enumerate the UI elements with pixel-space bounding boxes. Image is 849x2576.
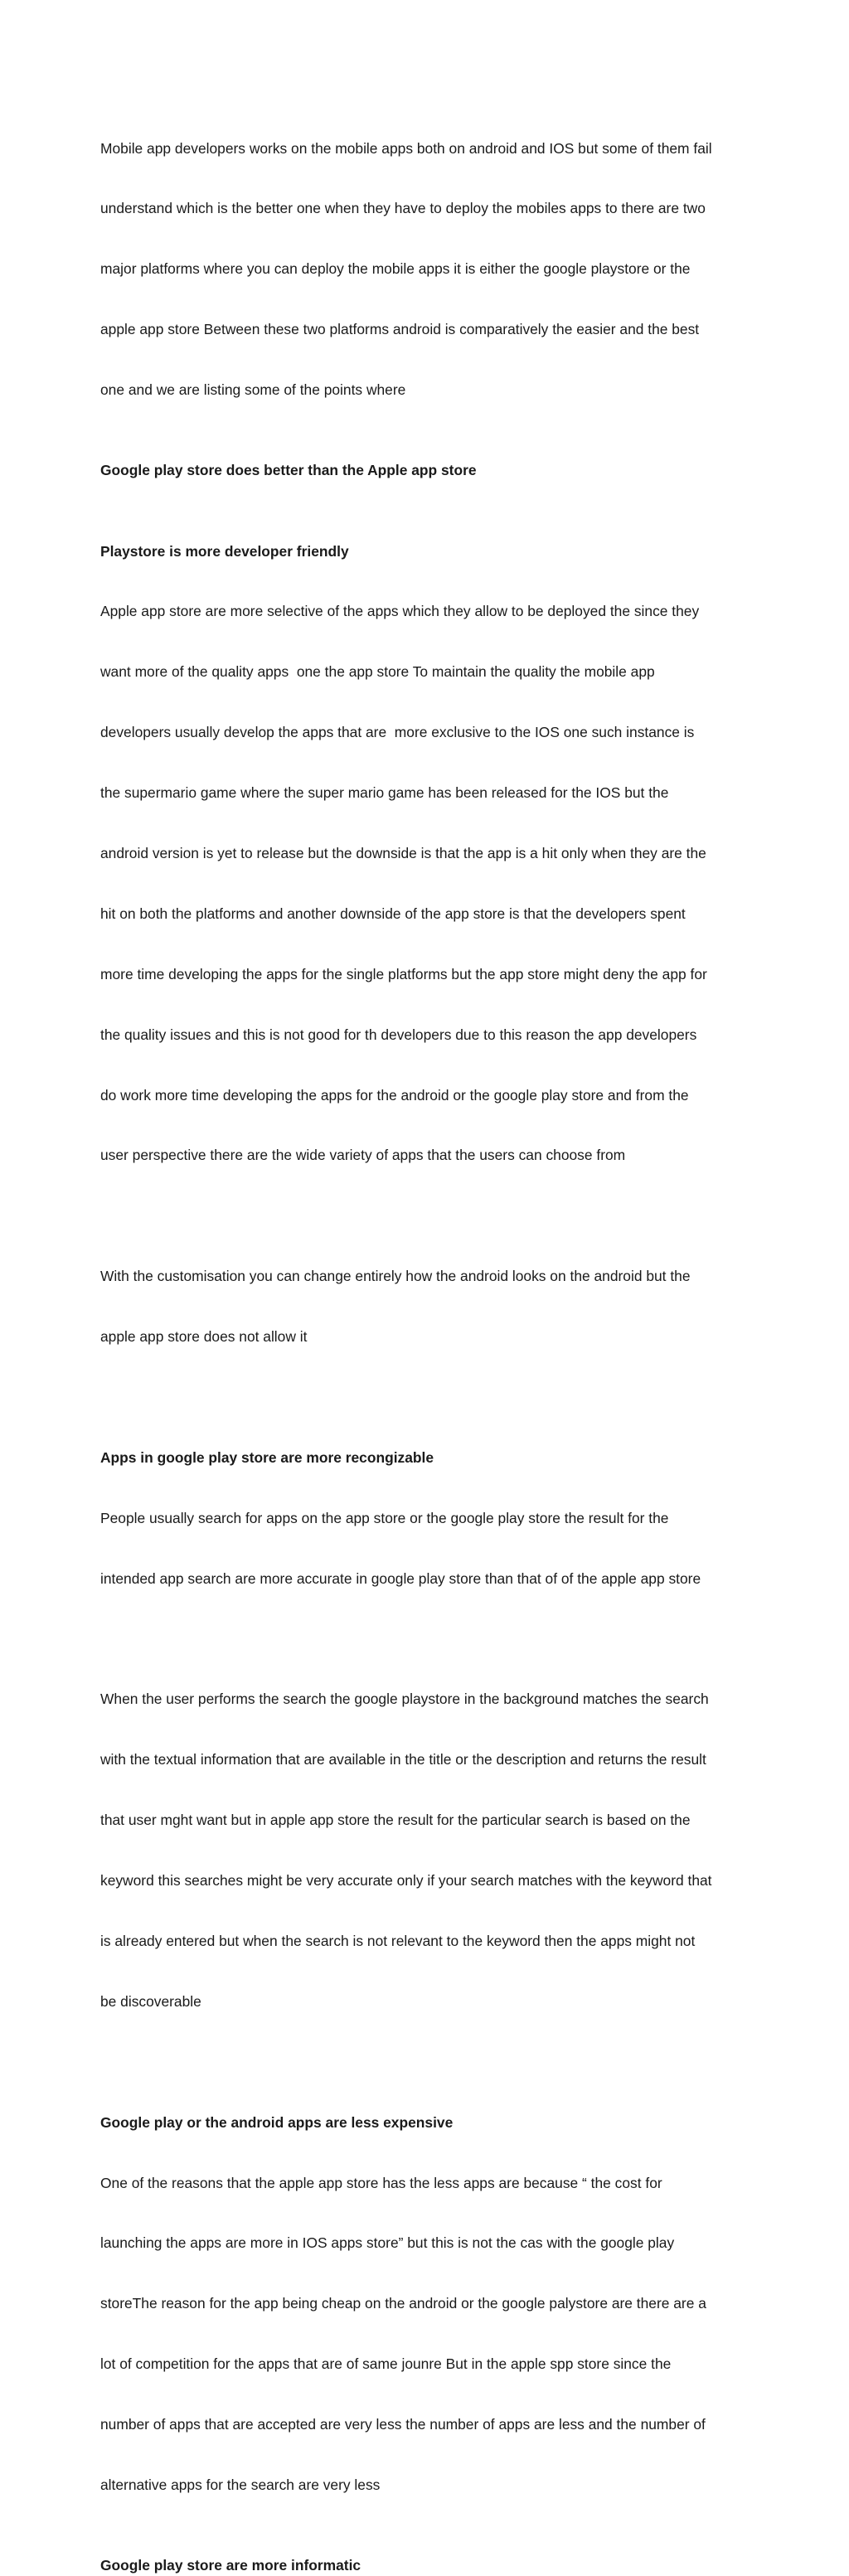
intro-paragraph	[100, 98, 755, 440]
text-line: the quality issues and this is not good for th developers due to this reason the app developers	[100, 1026, 697, 1043]
paragraph-spacer	[100, 481, 755, 501]
text-line: keyword this searches might be very accurate only if your search matches with the keyword that	[100, 1872, 712, 1890]
paragraph-spacer	[100, 2052, 755, 2072]
section-developer-friendly	[100, 501, 755, 1206]
text-line: be discoverable	[100, 1992, 201, 2010]
customisation-paragraph	[100, 1226, 755, 1387]
section-heading: Google play store does better than the Apple app store	[100, 462, 477, 479]
text-line: the supermario game where the super mario game has been released for the IOS but the	[100, 784, 669, 802]
text-line: is already entered but when the search is not relevant to the keyword then the apps might not	[100, 1933, 696, 1950]
text-line: that user mght want but in apple app store the result for the particular search is based on the	[100, 1812, 691, 1829]
paragraph-spacer	[100, 440, 755, 460]
text-line: more time developing the apps for the single platforms but the app store might deny the app for	[100, 965, 707, 982]
paragraph-spacer	[100, 2535, 755, 2555]
text-line: want more of the quality apps one the app store To maintain the quality the mobile app	[100, 663, 655, 681]
section-less-expensive	[100, 2072, 755, 2535]
text-line: Mobile app developers works on the mobile apps both on android and IOS but some of them fail	[100, 139, 712, 157]
text-line: lot of competition for the apps that are of same jounre But in the apple spp store since the	[100, 2355, 672, 2373]
section-recognizable	[100, 1407, 755, 1628]
search-paragraph	[100, 1649, 755, 2052]
paragraph-spacer	[100, 1387, 755, 1407]
document-page	[100, 98, 755, 2576]
text-line: apple app store Between these two platforms android is comparatively the easier and the best	[100, 321, 700, 338]
text-line: People usually search for apps on the app store or the google play store the result for the	[100, 1509, 669, 1526]
text-line: one and we are listing some of the points where	[100, 381, 406, 399]
text-line: intended app search are more accurate in google play store than that of of the apple app store	[100, 1569, 701, 1587]
text-line: with the textual information that are available in the title or the description and returns the result	[100, 1751, 706, 1768]
text-line: developers usually develop the apps that are more exclusive to the IOS one such instance is	[100, 724, 695, 741]
section-heading: Playstore is more developer friendly	[100, 542, 349, 560]
text-line: When the user performs the search the google playstore in the background matches the search	[100, 1691, 709, 1708]
text-line: number of apps that are accepted are very less the number of apps are less and the number of	[100, 2416, 706, 2433]
section-heading: Google play store are more informatic	[100, 2557, 361, 2574]
text-line: do work more time developing the apps for the android or the google play store and from the	[100, 1086, 689, 1104]
text-line: apple app store does not allow it	[100, 1328, 308, 1346]
section-heading: Apps in google play store are more recongizable	[100, 1448, 434, 1466]
text-line: One of the reasons that the apple app store has the less apps are because “ the cost for	[100, 2174, 662, 2191]
paragraph-spacer	[100, 1629, 755, 1649]
text-line: alternative apps for the search are very less	[100, 2477, 381, 2494]
text-line: With the customisation you can change entirely how the android looks on the android but the	[100, 1268, 691, 1285]
text-line: Apple app store are more selective of the apps which they allow to be deployed the since they	[100, 603, 700, 620]
text-line: android version is yet to release but the downside is that the app is a hit only when they are the	[100, 844, 706, 861]
text-line: hit on both the platforms and another downside of the app store is that the developers spent	[100, 905, 686, 922]
text-line: user perspective there are the wide variety of apps that the users can choose from	[100, 1147, 626, 1164]
text-line: major platforms where you can deploy the mobile apps it is either the google playstore or the	[100, 260, 691, 278]
paragraph-spacer	[100, 1206, 755, 1225]
text-line: understand which is the better one when they have to deploy the mobiles apps to there are two	[100, 200, 706, 217]
text-line: launching the apps are more in IOS apps store” but this is not the cas with the google play	[100, 2234, 675, 2252]
text-line: storeThe reason for the app being cheap on the android or the google palystore are there are a	[100, 2295, 706, 2312]
section-heading: Google play or the android apps are less expensive	[100, 2113, 454, 2131]
